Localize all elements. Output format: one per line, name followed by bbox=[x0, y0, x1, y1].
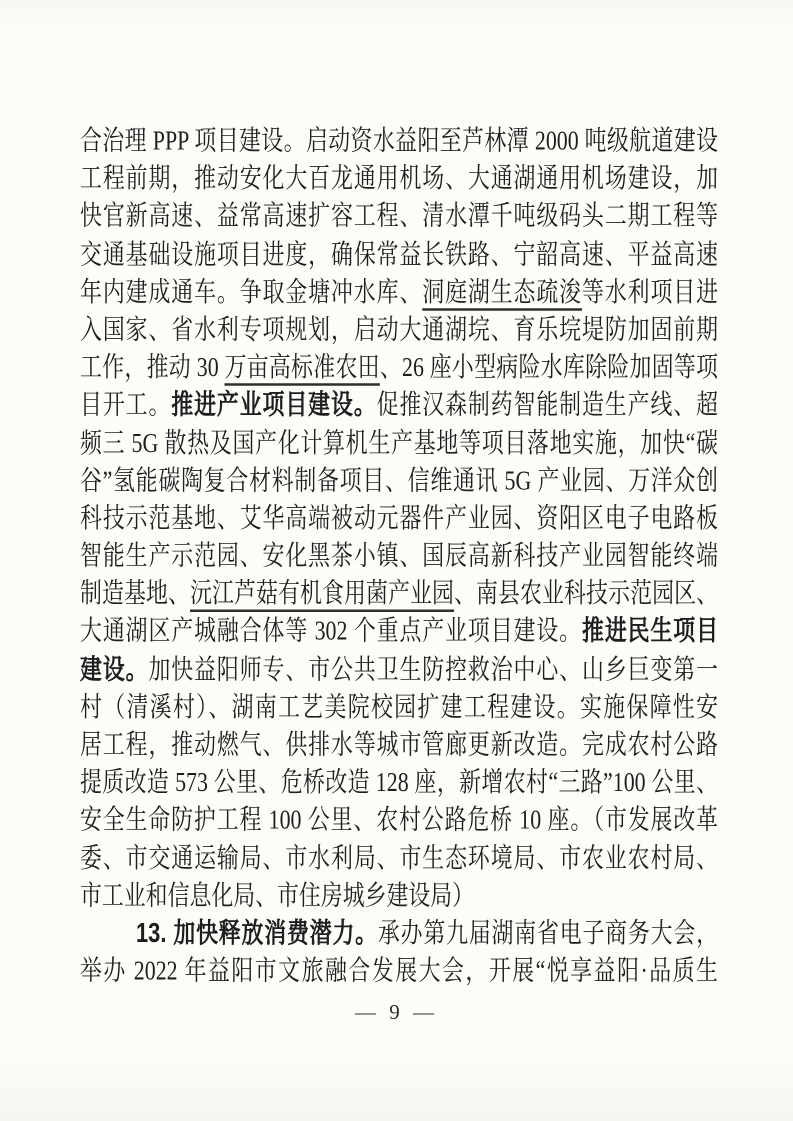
page-number: — 9 — bbox=[355, 1000, 438, 1024]
text-segment: 促推汉森制药智能制造生产线、超 bbox=[376, 388, 718, 420]
text-segment: 制造基地、 bbox=[80, 577, 191, 609]
text-line bbox=[80, 273, 718, 311]
text-line bbox=[80, 348, 718, 386]
text-segment: 举办 2022 年益阳市文旅融合发展大会，开展“悦享益阳·品质生 bbox=[80, 954, 718, 986]
text-line bbox=[80, 462, 718, 500]
text-line bbox=[80, 424, 718, 462]
text-segment: 村（清溪村）、湖南工艺美院校园扩建工程建设。实施保障性安 bbox=[80, 690, 718, 722]
text-segment: 交通基础设施项目进度，确保常益长铁路、宁韶高速、平益高速 bbox=[80, 237, 718, 269]
underlined-text: 沅江芦菇有机食用菌产业园 bbox=[190, 577, 455, 609]
text-line bbox=[80, 763, 718, 801]
text-segment: 目开工。 bbox=[80, 388, 172, 420]
text-line bbox=[80, 235, 718, 273]
text-segment: 、26 座小型病险水库除险加固等项 bbox=[379, 350, 718, 383]
underlined-text: 万亩高标准农田 bbox=[224, 350, 380, 383]
text-line bbox=[80, 650, 718, 688]
text-segment: 谷”氢能碳陶复合材料制备项目、信维通讯 5G 产业园、万洋众创 bbox=[80, 464, 718, 496]
text-segment: 、南县农业科技示范园区、 bbox=[454, 577, 718, 609]
text-line bbox=[80, 160, 718, 198]
text-line bbox=[80, 197, 718, 235]
text-line bbox=[80, 688, 718, 726]
text-segment: 工程前期，推动安化大百龙通用机场、大通湖通用机场建设，加 bbox=[80, 162, 718, 194]
text-segment: 年内建成通车。争取金塘冲水库、 bbox=[80, 275, 423, 307]
text-segment: 智能生产示范园、安化黑茶小镇、国辰高新科技产业园智能终端 bbox=[80, 539, 718, 571]
text-line bbox=[80, 839, 718, 877]
text-segment: 大通湖区产城融合体等 302 个重点产业项目建设。 bbox=[80, 615, 582, 647]
text-segment: 快官新高速、益常高速扩容工程、清水潭千吨级码头二期工程等 bbox=[80, 199, 718, 232]
text-segment: 频三 5G 散热及国产化计算机生产基地等项目落地实施，加快“碳 bbox=[80, 426, 718, 458]
text-segment: 市工业和信息化局、市住房城乡建设局） bbox=[80, 879, 475, 911]
paragraph bbox=[80, 914, 718, 989]
text-line bbox=[80, 914, 718, 952]
text-line bbox=[80, 575, 718, 613]
text-line bbox=[80, 386, 718, 424]
bold-text: 13. 加快释放消费潜力。 bbox=[136, 916, 378, 949]
text-line bbox=[80, 122, 718, 160]
text-segment: 合治理 PPP 项目建设。启动资水益阳至芦林潭 2000 吨级航道建设 bbox=[80, 124, 718, 156]
text-segment: 加快益阳师专、市公共卫生防控救治中心、山乡巨变第一 bbox=[148, 652, 718, 685]
underlined-text: 洞庭湖生态疏浚 bbox=[422, 275, 582, 307]
text-line bbox=[80, 537, 718, 575]
text-segment: 等水利项目进 bbox=[582, 275, 718, 307]
paragraph bbox=[80, 122, 718, 914]
text-segment: 委、市交通运输局、市水利局、市生态环境局、市农业农村局、 bbox=[80, 841, 718, 873]
text-segment: 承办第九届湖南省电子商务大会， bbox=[377, 916, 718, 949]
text-segment: 提质改造 573 公里、危桥改造 128 座，新增农村“三路”100 公里、 bbox=[80, 765, 718, 798]
text-line bbox=[80, 499, 718, 537]
text-segment: 工作，推动 30 bbox=[80, 350, 225, 383]
text-segment: 安全生命防护工程 100 公里、农村公路危桥 10 座。（市发展改革 bbox=[80, 803, 718, 835]
bold-text: 推进产业项目建设。 bbox=[171, 388, 377, 420]
bold-text: 建设。 bbox=[80, 652, 149, 685]
text-line bbox=[80, 877, 718, 915]
bold-text: 推进民生项目 bbox=[582, 615, 718, 647]
text-segment: 入国家、省水利专项规划，启动大通湖垸、育乐垸堤防加固前期 bbox=[80, 313, 718, 345]
text-line bbox=[80, 952, 718, 990]
text-segment: 科技示范基地、艾华高端被动元器件产业园、资阳区电子电路板 bbox=[80, 501, 718, 534]
text-line bbox=[80, 726, 718, 764]
text-line bbox=[80, 613, 718, 651]
text-line bbox=[80, 801, 718, 839]
text-line bbox=[80, 311, 718, 349]
document-body-text bbox=[80, 122, 718, 990]
text-segment: 居工程，推动燃气、供排水等城市管廊更新改造。完成农村公路 bbox=[80, 728, 718, 760]
